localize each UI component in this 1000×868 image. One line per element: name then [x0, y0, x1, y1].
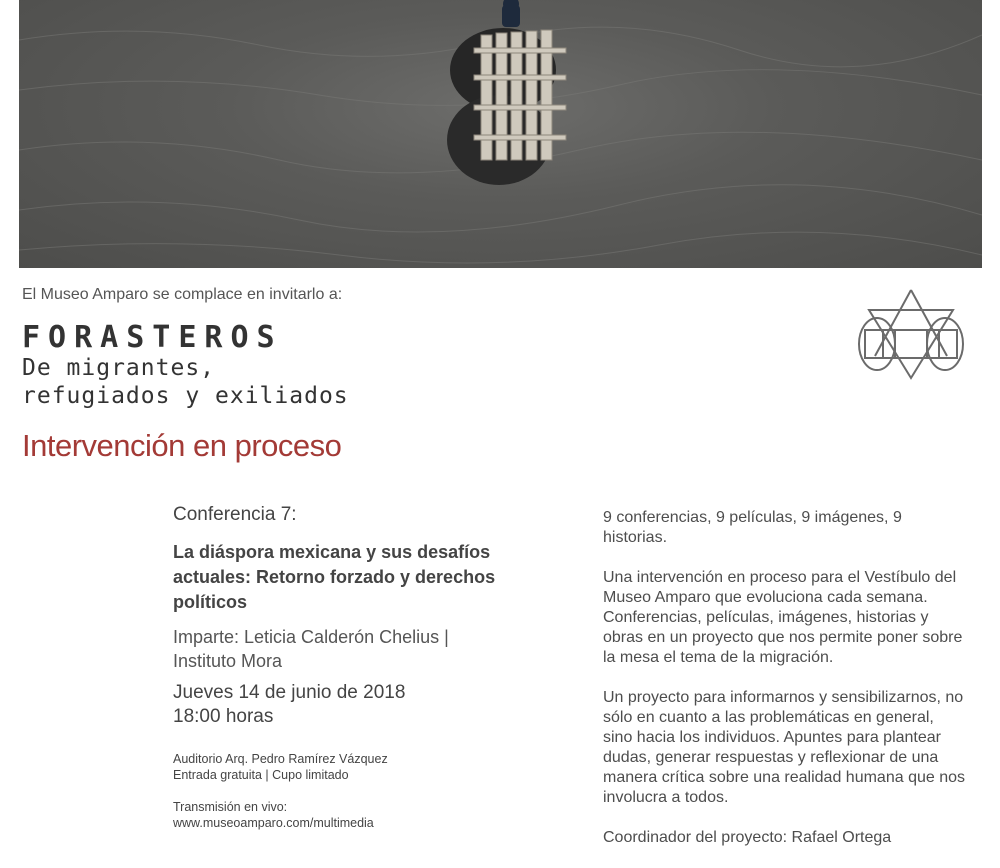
event-venue: Auditorio Arq. Pedro Ramírez Vázquez	[173, 752, 388, 766]
speaker-line-2: Instituto Mora	[173, 651, 283, 671]
status-heading: Intervención en proceso	[22, 428, 342, 463]
stream-link[interactable]: www.museoamparo.com/multimedia	[173, 816, 374, 830]
event-datetime	[173, 681, 553, 729]
subtitle-line-1: De migrantes,	[22, 355, 216, 381]
speaker	[173, 625, 553, 673]
description-paragraph-2: Una intervención en proceso para el Vestíbulo del Museo Amparo que evoluciona cada semana. Conferencias, películas, imágenes, historias y obras en un proyecto que nos permite poner sobre la mesa el tema de la migración.	[603, 569, 963, 666]
speaker-line-1: Imparte: Leticia Calderón Chelius |	[173, 627, 449, 647]
subtitle-line-2: refugiados y exiliados	[22, 383, 349, 409]
description-coordinator: Coordinador del proyecto: Rafael Ortega	[603, 829, 892, 846]
river-raft-image	[19, 0, 982, 268]
event-details	[173, 504, 553, 831]
raft-logo-icon	[855, 286, 967, 387]
project-description	[603, 508, 965, 868]
event-date: Jueves 14 de junio de 2018	[173, 682, 406, 703]
stream-label: Transmisión en vivo:	[173, 800, 288, 814]
description-paragraph-3: Un proyecto para informarnos y sensibilizarnos, no sólo en cuanto a las problemáticas en general, sino hacia los individuos. Apuntes para plantear dudas, generar respuestas y reflexionar de una manera crítica sobre una realidad humana que nos involucra a todos.	[603, 689, 965, 806]
description-paragraph-1: 9 conferencias, 9 películas, 9 imágenes, 9 historias.	[603, 509, 902, 546]
event-admission: Entrada gratuita | Cupo limitado	[173, 768, 349, 782]
conference-title: La diáspora mexicana y sus desafíos actuales: Retorno forzado y derechos políticos	[173, 542, 496, 612]
invitation-text: El Museo Amparo se complace en invitarlo a:	[22, 286, 343, 303]
conference-number: Conferencia 7:	[173, 504, 297, 525]
hero-photo	[19, 0, 982, 268]
exhibition-title: FORASTEROS	[22, 320, 283, 355]
exhibition-subtitle	[22, 354, 349, 410]
event-time: 18:00 horas	[173, 706, 274, 727]
